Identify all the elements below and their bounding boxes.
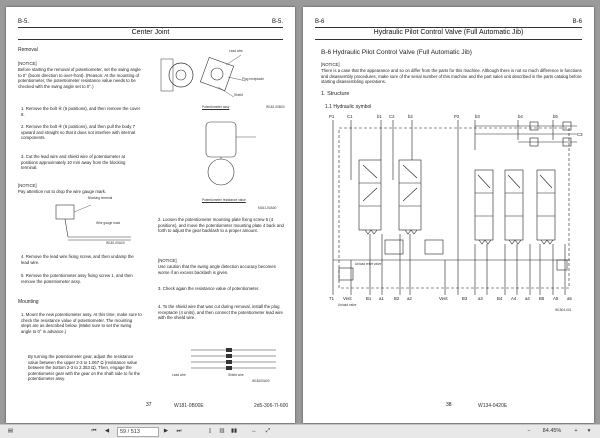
hydraulic-schematic xyxy=(325,120,580,295)
port-label: A4 xyxy=(511,296,517,301)
shield-label: Shield xyxy=(234,93,243,97)
removal-step-1: 1. Remove the bolt ⑥ (6 positions), and then remove the cover 8. xyxy=(21,106,141,117)
notice-text: There is a case that the appearance and so on differ from the parts for this machine. Although there is not so much difference in functions and disassembly procedures, make sure of the serial number of this machine and the part sales unit described in the parts catalog before starting disassembling operations. xyxy=(321,68,582,85)
left-page-number: 37 xyxy=(146,402,152,408)
removal-step-2: 2. Remove the bolt ④ (6 positions), and then pull the body 7 upward and straight so that it does not interfere with internal components. xyxy=(21,124,135,141)
hydraulic-symbol-heading: 1.1 Hydraulic symbol xyxy=(325,104,372,110)
left-header-section-right: B-5. xyxy=(271,19,283,25)
figure-code-3: W181-00A00 xyxy=(106,241,125,245)
mounting-step-2: 2. Loosen the potentiometer mounting plate fixing screw 5 (4 positions), and move the potentiometer mounting plate 4 back and forth to adjust the gear backlash to a proper amount. xyxy=(158,217,284,234)
resistance-figure xyxy=(181,117,271,197)
mounting-step-1b: By turning the potentiometer gear, adjust the resistance value between the upper 2-3 to 1.067 Ω (resistance value between the bottom 2-3 to 2.353 Ω). Then, engage the potentiometer gear with the gear on the shaft side to fix the potentiometer assy. xyxy=(28,354,141,382)
port-label: b5 xyxy=(553,114,558,119)
notice-label: [NOTICE] xyxy=(321,62,340,67)
port-label: a3 xyxy=(478,296,483,301)
port-label: B5 xyxy=(539,296,545,301)
structure-heading: 1. Structure xyxy=(321,91,350,97)
two-page-icon[interactable]: ▮▮ xyxy=(230,428,238,434)
shield-wire-label: Shield wire xyxy=(228,373,244,377)
right-page-number: 38 xyxy=(446,402,452,408)
sidebar-toggle-icon[interactable]: ▤ xyxy=(7,428,14,434)
right-header-section-right: B-6 xyxy=(572,19,582,25)
removal-heading: Removal xyxy=(18,47,38,53)
port-label: b1 xyxy=(377,114,382,119)
right-page xyxy=(303,7,594,423)
left-page xyxy=(6,7,295,423)
port-label: C2 xyxy=(389,114,395,119)
port-label: a4 xyxy=(525,296,530,301)
last-page-icon[interactable]: ⏭ xyxy=(176,428,182,434)
potentiometer-resistance-label: Potentiometer resistance value xyxy=(202,198,246,202)
potentiometer-assy-figure xyxy=(156,47,286,110)
notice-text-3: Use caution that the swing angle detection accuracy becomes worse if an excess backlash is given. xyxy=(158,264,276,275)
right-page-title: Hydraulic Pilot Control Valve (Full Automatic Jib) xyxy=(373,29,524,36)
figure-code-2: M161-00A00 xyxy=(258,206,277,210)
unload-relief-valve-label: Unload relief valve xyxy=(355,262,382,266)
right-header-section: B-6 xyxy=(315,19,325,25)
zoom-level[interactable]: 84.45% xyxy=(542,428,562,434)
port-label: a2 xyxy=(407,296,412,301)
plug-receptacle-label: Plug receptacle xyxy=(242,77,264,81)
port-label: a5 xyxy=(567,296,572,301)
left-header-section: B-5. xyxy=(18,19,30,25)
wire-gauge-mark-label: Wire gauge mark xyxy=(96,221,121,225)
figure-code-1: W181-00B00 xyxy=(266,105,285,109)
port-label: b2 xyxy=(408,114,413,119)
blocking-terminal-label: Blocking terminal xyxy=(88,196,113,200)
single-page-icon[interactable]: ▯ xyxy=(208,428,212,434)
previous-page-icon[interactable]: ◀ xyxy=(104,428,110,434)
left-footer-code: W181-0B00E xyxy=(174,403,204,409)
mounting-step-3: 3. Check again the resistance value of potentiometer. xyxy=(158,286,260,291)
notice-text-2: Pay attention not to drop the wire gauge mark. xyxy=(18,189,107,194)
left-page-title: Center Joint xyxy=(131,29,170,36)
notice-label-3: [NOTICE] xyxy=(158,258,177,263)
unload-valve-label: Unload valve xyxy=(338,303,357,307)
removal-step-3: 3. Cut the lead wire and shield wire of potentiometer at positions approximately 10 mm away from the blocking terminal. xyxy=(21,154,126,171)
removal-step-5: 5. Remove the potentiometer assy fixing screw 1, and then remove the potentiometer assy. xyxy=(21,273,133,284)
right-footer-code: W134-0420E xyxy=(478,403,508,409)
potentiometer-assy-label: Potentiometer assy xyxy=(202,105,230,109)
next-page-icon[interactable]: ▶ xyxy=(163,428,169,434)
port-label: B3 xyxy=(462,296,468,301)
figure-code-5: W18100A00 xyxy=(252,379,270,383)
lead-wire-label-2: Lead wire xyxy=(172,373,186,377)
mounting-heading: Mounting xyxy=(18,299,39,305)
removal-step-4: 4. Remove the lead wire fixing screw, and then undamp the lead wire. xyxy=(21,254,134,265)
section-title: B-6 Hydraulic Pilot Control Valve (Full Automatic Jib) xyxy=(321,49,472,56)
dropdown-icon[interactable]: ▾ xyxy=(587,428,591,434)
zoom-out-icon[interactable]: − xyxy=(527,428,531,434)
mounting-step-4: 4. To the shield wire that was cut during removal, install the plug receptacle (4 units), and then connect the potentiometer lead wire with the shield wire. xyxy=(158,304,283,321)
notice-text: Before starting the removal of potentiometer, set the swing angle to 0° (boom direction to over-front). (Reason: At the mounting of potentiometer, the potentiometer resistance value needs to be checked with the swing angle set to 0°.) xyxy=(18,67,141,89)
wire-gauge-figure xyxy=(36,197,136,247)
viewer-toolbar xyxy=(0,424,600,438)
lead-wire-label: Lead wire xyxy=(229,49,243,53)
port-label: A5 xyxy=(553,296,559,301)
port-label: C1 xyxy=(347,114,353,119)
port-label: b3 xyxy=(475,114,480,119)
mounting-step-1: 1. Mount the new potentiometer assy. At this time, make sure to check the resistance value of potentiometer. The mounting steps are as described below. (Make sure to set the swing angle to 0° in advance.) xyxy=(21,312,142,334)
port-label: P1 xyxy=(329,114,335,119)
continuous-page-icon[interactable]: ▥ xyxy=(219,428,225,434)
figure-code: W1504-001 xyxy=(555,308,572,312)
port-label: Vent xyxy=(343,296,352,301)
port-label: B1 xyxy=(366,296,372,301)
notice-label-2: [NOTICE] xyxy=(18,183,37,188)
port-label: P2 xyxy=(454,114,460,119)
page-number-input[interactable]: 59 / 513 xyxy=(117,427,159,437)
first-page-icon[interactable]: ⏮ xyxy=(91,428,97,434)
port-label: B4 xyxy=(497,296,503,301)
fit-width-icon[interactable]: ↔ xyxy=(251,428,257,434)
left-footer-doc: 2d5-306-7I-600 xyxy=(254,403,289,409)
zoom-in-icon[interactable]: + xyxy=(574,428,578,434)
port-label: T1 xyxy=(329,296,335,301)
notice-label: [NOTICE] xyxy=(18,61,37,66)
port-label: a1 xyxy=(379,296,384,301)
port-label: Vent xyxy=(439,296,448,301)
port-label-c3: C3 xyxy=(577,132,583,137)
port-label: b4 xyxy=(518,114,523,119)
port-label: B2 xyxy=(394,296,400,301)
fit-page-icon[interactable]: ⤢ xyxy=(265,428,271,434)
